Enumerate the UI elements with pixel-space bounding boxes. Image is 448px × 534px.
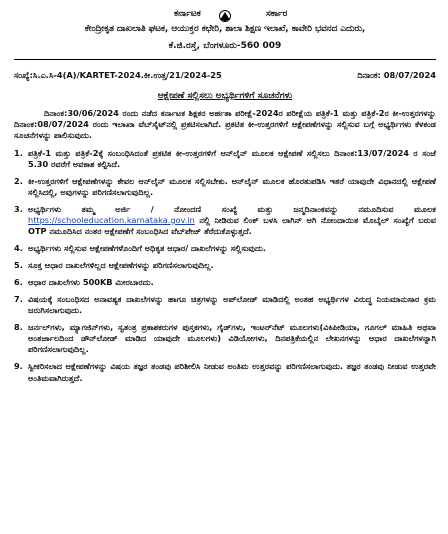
item-text: ಸ್ವೀಕರಿಸಲಾದ ಆಕ್ಷೇಪಣೆಗಳನ್ನು ವಿಷಯ ತಜ್ಞರ ತಂಡವು ಪರಿಶೀಲಿಸಿ ನೀಡುವ ಅಂತಿಮ ಉತ್ತರವನ್ನು ಪರಿಗಣಿಸಲಾಗುವುದು. ತಜ್ಞರ ತಂಡವು ನೀಡುವ ಉತ್ತರವೇ ಅಂತಿಮವಾಗಿರುತ್ತದೆ. bbox=[28, 361, 436, 383]
item-number: 4. bbox=[14, 242, 23, 253]
list-item bbox=[14, 277, 436, 288]
document-title: ಆಕ್ಷೇಪಣೆ ಸಲ್ಲಿಸಲು ಅಭ್ಯರ್ಥಿಗಳಿಗೆ ಸೂಚನೆಗಳು bbox=[157, 91, 293, 102]
office-name: ಕೇಂದ್ರೀಕೃತ ದಾಖಲಾತಿ ಘಟಕ, ಆಯುಕ್ತರ ಕಛೇರಿ, ಶಾಲಾ ಶಿಕ್ಷಣ ಇಲಾಖೆ, ಕಾವೇರಿ ಭವನದ ಎದುರು, bbox=[84, 24, 366, 34]
item-text-before-link: ಅಭ್ಯರ್ಥಿಗಳು ತಮ್ಮ ಅರ್ಜಿ / ನೋಂದಣಿ ಸಂಖ್ಯೆ ಮತ್ತು ಜನ್ಮದಿನಾಂಕವನ್ನು ನಮೂದಿಸುವ ಮೂಲಕ bbox=[28, 203, 436, 214]
item-text: ಪತ್ರಿಕೆ-1 ಮತ್ತು ಪತ್ರಿಕೆ-2ಕ್ಕೆ ಸಂಬಂಧಿಸಿದಂತೆ ಪ್ರಕಟಿತ ಕೀ-ಉತ್ತರಗಳಿಗೆ ಆನ್‌ಲೈನ್ ಮೂಲಕ ಆಕ್ಷೇಪಣೆ ಸಲ್ಲಿಸಲು ದಿನಾಂಕ:13/07/2024 ರ ಸಂಜೆ 5.30 ರವರೆಗೆ ಅವಕಾಶ ಕಲ್ಪಿಸಿದೆ. bbox=[28, 147, 436, 169]
list-item bbox=[14, 243, 436, 254]
header-divider bbox=[14, 59, 436, 60]
item-number: 3. bbox=[14, 203, 23, 214]
item-number: 7. bbox=[14, 294, 23, 305]
reference-number: ಸಂಖ್ಯೆ:ಸಿ.ಎ.ಸಿ-4(A)/KARTET-2024.ಕೀ.ಉತ್ತ/21/2024-25 bbox=[14, 70, 222, 80]
item-text: ಜರ್ನಲ್‌ಗಳು, ಮ್ಯಾಗಜಿನ್‌ಗಳು, ಸ್ವತಂತ್ರ ಪ್ರಕಾಶಕರುಗಳ ಪುಸ್ತಕಗಳು, ಗೈಡ್‌ಗಳು, ಇಂಟರ್‌ನೆಟ್ ಮೂಲಗಳು(ವಿಕಿಪೀಡಿಯಾ, ಗೂಗಲ್ ಮಾಹಿತಿ ಅಥವಾ ಅಂತರ್ಜಾಲದಿಂದ ಡೌನ್‌ಲೋಡ್ ಮಾಡಿದ ಯಾವುದೇ ಮೂಲಗಳು) ವಿಡಿಯೋಗಳು, ದಿನಪತ್ರಿಕೆಯಲ್ಲಿನ ಲೇಖನಗಳನ್ನು ಆಧಾರ ದಾಖಲೆಗಳನ್ನಾಗಿ ಪರಿಗಣಿಸಲಾಗುವುದಿಲ್ಲ. bbox=[28, 322, 436, 355]
item-number: 2. bbox=[14, 175, 23, 186]
item-text: ಆಧಾರ ದಾಖಲೆಗಳು 500KB ಮೀರಬಾರದು. bbox=[28, 277, 154, 288]
school-education-link[interactable]: https://schooleducation.karnataka.gov.in bbox=[28, 214, 195, 225]
item-text bbox=[28, 204, 436, 237]
instruction-list bbox=[14, 148, 436, 384]
list-item bbox=[14, 322, 436, 355]
item-number: 1. bbox=[14, 147, 23, 158]
item-text: ವಿಷಯಕ್ಕೆ ಸಂಬಂಧಿಸದ ಅನಾವಶ್ಯಕ ದಾಖಲೆಗಳನ್ನು ಹಾಗೂ ಚಿತ್ರಗಳನ್ನು ಅಪ್‌ಲೋಡ್ ಮಾಡಿದಲ್ಲಿ ಅಂತಹ ಅಭ್ಯರ್ಥಿಗಳ ವಿರುದ್ಧ ನಿಯಮಾನುಸಾರ ಕ್ರಮ ಜರುಗಿಸಲಾಗುವುದು. bbox=[28, 294, 436, 316]
item-number: 9. bbox=[14, 361, 23, 372]
item-number: 5. bbox=[14, 260, 23, 271]
list-item bbox=[14, 176, 436, 198]
office-address: ಕೆ.ಜಿ.ರಸ್ತೆ, ಬೆಂಗಳೂರು-560 009 bbox=[168, 41, 282, 51]
item-number: 8. bbox=[14, 322, 23, 333]
list-item bbox=[14, 148, 436, 170]
government-label-left: ಕರ್ನಾಟಕ bbox=[174, 9, 201, 19]
item-text: ಸೂಕ್ತ ಆಧಾರ ದಾಖಲೆಗಳಿಲ್ಲದ ಆಕ್ಷೇಪಣೆಗಳನ್ನು ಪರಿಗಣಿಸಲಾಗುವುದಿಲ್ಲ. bbox=[28, 260, 214, 271]
list-item bbox=[14, 294, 436, 316]
item-text: ಕೀ-ಉತ್ತರಗಳಿಗೆ ಆಕ್ಷೇಪಣೆಗಳನ್ನು ಕೇವಲ ಆನ್‌ಲೈನ್ ಮೂಲಕ ಸಲ್ಲಿಸಬೇಕು. ಆನ್‌ಲೈನ್ ಮೂಲಕ ಹೊರತುಪಡಿಸಿ ಇತರೆ ಯಾವುದೇ ವಿಧಾನದಲ್ಲಿ ಆಕ್ಷೇಪಣೆ ಸಲ್ಲಿಸಿದಲ್ಲಿ, ಅವುಗಳನ್ನು ಪರಿಗಣಿಸಲಾಗುವುದಿಲ್ಲ. bbox=[28, 175, 436, 197]
item-text-after-link: ನಲ್ಲಿ ನೀಡಿರುವ ಲಿಂಕ್ ಬಳಸಿ ಲಾಗಿನ್ ಆಗಿ ನೋಂದಾಯಿತ ಮೊಬೈಲ್ ಸಂಖ್ಯೆಗೆ ಬರುವ OTP ನಮೂದಿಸಿದ ನಂತರ ಆಕ್ಷೇಪಣೆಗೆ ಸಂಬಂಧಿಸಿದ ವೆಬ್‌ಪೇಜ್ ತೆರೆದುಕೊಳ್ಳುತ್ತದೆ. bbox=[28, 214, 436, 236]
item-text: ಅಭ್ಯರ್ಥಿಗಳು ಸಲ್ಲಿಸುವ ಆಕ್ಷೇಪಣೆಗಳೊಂದಿಗೆ ಅಧಿಕೃತ ಆಧಾರ/ ದಾಖಲೆಗಳನ್ನು ಸಲ್ಲಿಸುವುದು. bbox=[28, 242, 266, 253]
list-item bbox=[14, 361, 436, 383]
government-label-right: ಸರ್ಕಾರ bbox=[266, 9, 288, 19]
reference-line bbox=[14, 70, 436, 81]
letterhead bbox=[14, 6, 436, 64]
list-item bbox=[14, 260, 436, 271]
list-item bbox=[14, 204, 436, 237]
state-emblem-icon bbox=[216, 9, 234, 23]
document-date: ದಿನಾಂಕ: 08/07/2024 bbox=[357, 70, 436, 80]
intro-paragraph: ದಿನಾಂಕ:30/06/2024 ರಂದು ನಡೆದ ಕರ್ನಾಟಕ ಶಿಕ್ಷಕರ ಅರ್ಹತಾ ಪರೀಕ್ಷೆ-2024ರ ಪರೀಕ್ಷೆಯ ಪತ್ರಿಕೆ-1 ಮತ್ತು ಪತ್ರಿಕೆ-2ರ ಕೀ-ಉತ್ತರಗಳನ್ನು ದಿನಾಂಕ:08/07/2024 ರಂದು ಇಲಾಖಾ ವೆಬ್‌ಸೈಟ್‌ನಲ್ಲಿ ಪ್ರಕಟಿಸಲಾಗಿದೆ. ಪ್ರಕಟಿತ ಕೀ-ಉತ್ತರಗಳಿಗೆ ಆಕ್ಷೇಪಣೆಗಳನ್ನು ಸಲ್ಲಿಸುವ ಬಗ್ಗೆ ಅಭ್ಯರ್ಥಿಗಳು ಕೆಳಕಂಡ ಸೂಚನೆಗಳನ್ನು ಪಾಲಿಸುವುದು. bbox=[14, 108, 436, 141]
item-number: 6. bbox=[14, 277, 23, 288]
